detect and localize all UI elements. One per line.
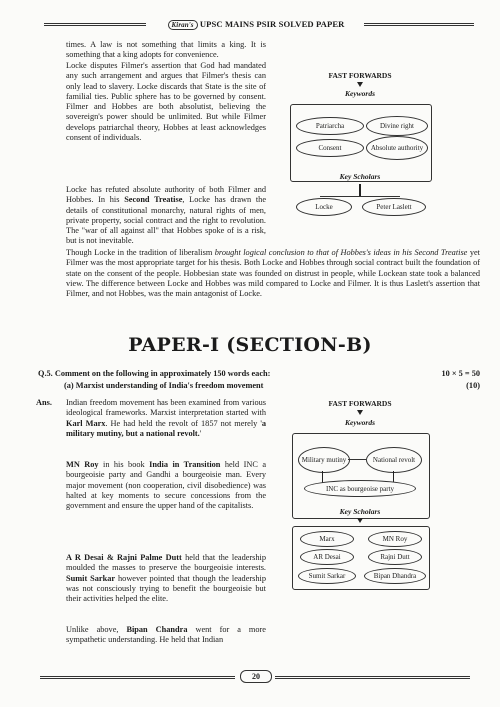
scholar-ar-desai: AR Desai [300, 549, 354, 565]
sub-question-marks: (10) [466, 381, 480, 390]
answer-label: Ans. [36, 398, 52, 407]
arrow-down-icon [357, 82, 363, 87]
connector [348, 459, 366, 460]
scholar-locke: Locke [296, 198, 352, 216]
keyword-divine-right: Divine right [366, 116, 428, 136]
arrow-down-icon [357, 518, 363, 523]
question-marks: 10 × 5 = 50 [441, 369, 480, 378]
paragraph-4: Though Locke in the tradition of liberalism brought logical conclusion to that of Hobbes's ideas in his Second Treatise yet Filmer was the most appropriate target for his thesis. Both Locke and Hobbes through social contract built the foundation of state on the consent of the people. Hobbesian state was founded on distrust in people, while Lockean state took a balanced view. The difference between Locke and Hobbes was mild compared to Locke and Filmer. It is thus Laslett's assertion that Filmer, and not Hobbes, was the main antagonist of Locke. [66, 248, 480, 299]
keyword-military-mutiny: Military mutiny [298, 447, 350, 473]
header-title [150, 19, 362, 29]
scholar-bipan-dhandra: Bipan Dhandra [364, 568, 426, 584]
page-footer [40, 672, 470, 684]
header-rule-left [44, 23, 146, 26]
paragraph-1: times. A law is not something that limits a king. It is something that a king adopts for convenience. [66, 40, 266, 60]
keyword-national-revolt: National revolt [366, 447, 422, 473]
keyword-patriarcha: Patriarcha [296, 117, 364, 135]
scholar-rajni-dutt: Rajni Dutt [368, 549, 422, 565]
question-text: Q.5. Comment on the following in approximately 150 words each: [38, 369, 271, 378]
key-scholars-label: Key Scholars [339, 172, 381, 181]
answer-paragraph-2: MN Roy in his book India in Transition held INC a bourgeoisie party and Gandhi a bourgeoisie man. Every major movement (non cooperation, civil disobedience) was halted at key moments to secure concessions from the government and ensure the upper hand of the capitalists. [66, 460, 267, 511]
sub-question: (a) Marxist understanding of India's freedom movement [64, 381, 264, 390]
keyword-inc-bourgeoise: INC as bourgeoise party [304, 480, 416, 497]
header-rule-right [364, 23, 474, 26]
answer-paragraph-3: A R Desai & Rajni Palme Dutt held that the leadership moulded the masses to preserve the bourgeoisie interests. Sumit Sarkar however pointed that though the leadership was not consciously trying to benefit the bourgeoisie but their activities helped the elite. [66, 553, 266, 604]
scholar-mn-roy: MN Roy [368, 531, 422, 547]
answer-paragraph-4: Unlike above, Bipan Chandra went for a more sympathetic understanding. He held that Indian [66, 625, 266, 645]
scholar-peter-laslett: Peter Laslett [362, 198, 426, 216]
connector [320, 196, 400, 197]
running-header [44, 20, 474, 32]
fast-forwards-label: FAST FORWARDS [328, 71, 392, 80]
kiran-logo: Kiran's [168, 20, 198, 30]
keyword-absolute-authority: Absolute authority [366, 136, 428, 160]
keywords-label: Keywords [345, 89, 375, 98]
footer-rule-right [275, 676, 470, 679]
keyword-consent: Consent [296, 139, 364, 157]
fast-forwards-label: FAST FORWARDS [328, 399, 392, 408]
page-number: 20 [240, 670, 272, 683]
footer-rule-left [40, 676, 235, 679]
section-title: PAPER-I (SECTION-B) [128, 334, 372, 356]
scholar-sumit-sarkar: Sumit Sarkar [298, 568, 356, 584]
header-text: UPSC MAINS PSIR SOLVED PAPER [199, 19, 345, 29]
scholar-marx: Marx [300, 531, 354, 547]
arrow-down-icon [357, 410, 363, 415]
paragraph-2: Locke disputes Filmer's assertion that God had mandated any such arrangement and argues that Filmer's thesis can only lead to slavery. Locke discards that State is the site of familial ties. Public sphere has to be governed by consent. Filmer and Hobbes are both absolutist, believing the sovereign's power should be unlimited. But while Filmer develops patriarchal theory, Hobbes at least acknowledges consent of individuals. [66, 61, 266, 143]
keywords-label: Keywords [345, 418, 375, 427]
paragraph-3: Locke has refuted absolute authority of both Filmer and Hobbes. In his Second Treatise, Locke has drawn the details of constitutional monarchy, natural rights of men, private property, social contract and the right to revolution. The "war of all against all" that Hobbes spoke of is a risk, but is not inevitable. [66, 185, 267, 246]
key-scholars-label: Key Scholars [339, 507, 381, 516]
answer-paragraph-1: Indian freedom movement has been examined from various ideological frameworks. Marxist interpretation started with Karl Marx. He had held the revolt of 1857 not merely 'a military mutiny, but a national revolt.' [66, 398, 266, 438]
